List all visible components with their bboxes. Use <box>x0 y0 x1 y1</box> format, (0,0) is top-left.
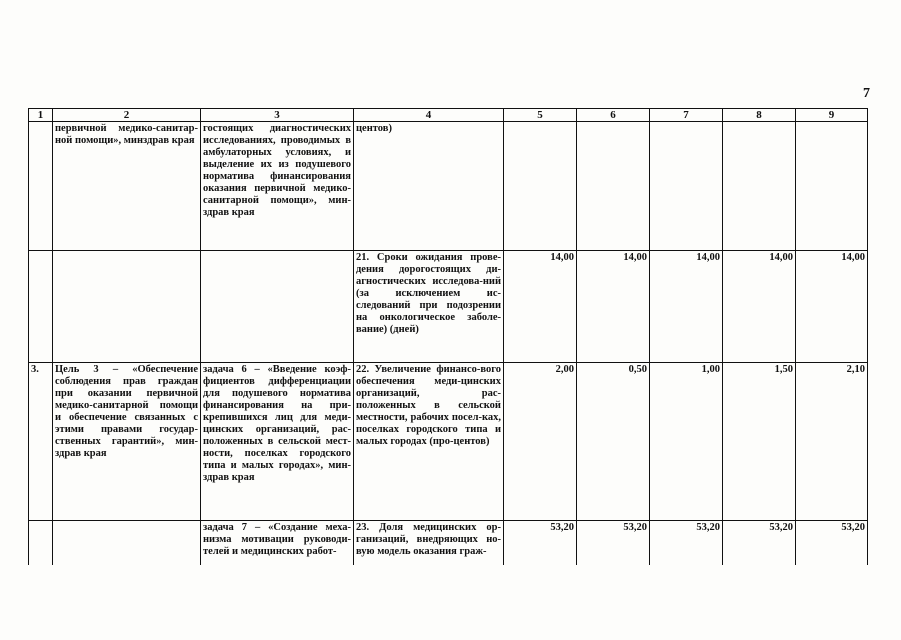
value-cell: 2,10 <box>796 363 868 521</box>
indicator-cell: центов) <box>354 122 504 251</box>
value-cell: 1,00 <box>650 363 723 521</box>
header-col-7: 7 <box>650 109 723 122</box>
value-cell: 14,00 <box>504 251 577 363</box>
header-col-3: 3 <box>201 109 354 122</box>
task-cell: задача 6 – «Введение коэф-фициентов дифференциации для подушевого норматива финансирования на при-крепившихся лиц для меди-цинских организаций, рас-положенных в сельской мест-ности, поселках городского типа и малых городах», мин-здрав края <box>201 363 354 521</box>
value-cell <box>650 122 723 251</box>
indicator-cell: 22. Увеличение финансо-вого обеспечения меди-цинских организаций, рас-положенных в сельской местности, рабочих посел-ках, поселках городского типа и малых городах (про-центов) <box>354 363 504 521</box>
table-row <box>29 122 868 251</box>
value-cell: 53,20 <box>577 521 650 565</box>
row-index <box>29 521 53 565</box>
table-row <box>29 521 868 565</box>
goal-cell <box>53 251 201 363</box>
value-cell: 53,20 <box>723 521 796 565</box>
header-col-2: 2 <box>53 109 201 122</box>
indicator-cell: 21. Сроки ожидания прове-дения дорогостоящих ди-агностических исследова-ний (за исключением ис-следований при подозрении на онкологическое заболе-вание) (дней) <box>354 251 504 363</box>
goal-cell <box>53 521 201 565</box>
value-cell <box>504 122 577 251</box>
header-col-5: 5 <box>504 109 577 122</box>
goal-cell: первичной медико-санитар-ной помощи», минздрав края <box>53 122 201 251</box>
value-cell <box>577 122 650 251</box>
value-cell: 2,00 <box>504 363 577 521</box>
value-cell: 14,00 <box>796 251 868 363</box>
value-cell: 53,20 <box>504 521 577 565</box>
value-cell: 14,00 <box>577 251 650 363</box>
indicator-cell: 23. Доля медицинских ор-ганизаций, внедряющих но-вую модель оказания граж- <box>354 521 504 565</box>
task-cell: задача 7 – «Создание меха-низма мотивации руководи-телей и медицинских работ- <box>201 521 354 565</box>
header-col-8: 8 <box>723 109 796 122</box>
value-cell: 14,00 <box>650 251 723 363</box>
value-cell <box>796 122 868 251</box>
table-row <box>29 251 868 363</box>
task-cell <box>201 251 354 363</box>
header-col-1: 1 <box>29 109 53 122</box>
task-cell: гостоящих диагностических исследованиях, проводимых в амбулаторных условиях, и выделение их из подушевого норматива финансирования оказания первичной медико-санитарной помощи», мин-здрав края <box>201 122 354 251</box>
indicators-table <box>28 108 868 565</box>
page-number: 7 <box>863 86 870 101</box>
header-row <box>29 109 868 122</box>
header-col-9: 9 <box>796 109 868 122</box>
value-cell: 0,50 <box>577 363 650 521</box>
header-col-6: 6 <box>577 109 650 122</box>
value-cell: 53,20 <box>796 521 868 565</box>
row-index: 3. <box>29 363 53 521</box>
table-row <box>29 363 868 521</box>
header-col-4: 4 <box>354 109 504 122</box>
value-cell <box>723 122 796 251</box>
value-cell: 1,50 <box>723 363 796 521</box>
row-index <box>29 122 53 251</box>
value-cell: 14,00 <box>723 251 796 363</box>
row-index <box>29 251 53 363</box>
value-cell: 53,20 <box>650 521 723 565</box>
goal-cell: Цель 3 – «Обеспечение соблюдения прав граждан при оказании первичной медико-санитарной помощи и обеспечение связанных с этими правами государ-ственных гарантий», мин-здрав края <box>53 363 201 521</box>
